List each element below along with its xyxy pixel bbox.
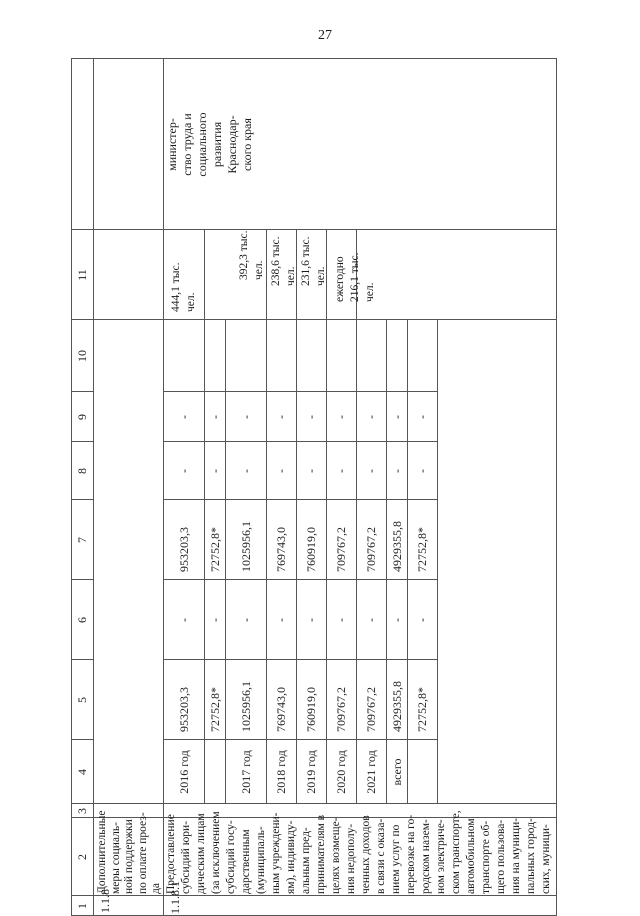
value-col6: - <box>334 618 348 622</box>
value-col8: - <box>389 469 404 473</box>
period-year: 2019 год <box>304 750 318 794</box>
grid-hline <box>326 320 327 804</box>
recipients-count: 444,1 тыс. <box>170 262 182 312</box>
row-name-line: родском назем- <box>420 819 432 894</box>
grid-hline <box>556 59 557 916</box>
grid-hline <box>71 59 72 916</box>
value-col5: 769743,0 <box>274 687 288 732</box>
value-col6: - <box>415 618 429 622</box>
row-name-line: автомобильном <box>465 818 477 894</box>
value-col5: 953203,3 <box>176 687 191 732</box>
recipients-count: 392,3 тыс. <box>238 230 250 280</box>
row-name-line: дарственным <box>240 829 252 894</box>
value-col5: 4929355,8 <box>389 681 404 732</box>
grid-hline <box>225 320 226 804</box>
value-col6: - <box>207 618 222 622</box>
value-col5: 72752,8* <box>207 687 222 732</box>
value-col8: - <box>274 469 288 473</box>
grid-hline <box>356 320 357 804</box>
row-name-line: транспорте об- <box>480 820 492 894</box>
responsible-body-line: развития <box>210 121 224 168</box>
column-number-4: 4 <box>75 769 89 775</box>
row-name-line: ском транспорте, <box>450 810 462 894</box>
page-number: 27 <box>318 28 332 43</box>
value-col5: 72752,8* <box>415 687 429 732</box>
value-col5: 709767,2 <box>364 687 378 732</box>
row-name-line: ной поддержки <box>123 819 135 894</box>
row-name-line: ном электриче- <box>435 819 447 894</box>
recipients-count: 216,1 тыс. <box>349 252 361 302</box>
value-col8: - <box>238 469 253 473</box>
value-col8: - <box>176 469 191 473</box>
value-col7: 72752,8* <box>415 527 429 572</box>
grid-hline <box>266 320 267 804</box>
value-col8: - <box>415 469 429 473</box>
value-col6: - <box>364 618 378 622</box>
value-col7: 709767,2 <box>334 527 348 572</box>
row-name-line: меры социаль- <box>109 822 122 894</box>
responsible-body-line: социального <box>195 112 209 177</box>
column-number-9: 9 <box>75 414 89 420</box>
value-col7: 4929355,8 <box>389 521 404 572</box>
recipients-count: 238,6 тыс. <box>270 236 282 286</box>
row-name-line: принимателям в <box>315 814 327 894</box>
row-name-line: ния недополу- <box>345 823 357 894</box>
row-name-line: дическим лицам <box>195 813 207 894</box>
recipients-count: чел. <box>253 260 265 280</box>
row-name-line: ченных доходов <box>360 815 372 894</box>
grid-hline <box>296 320 297 804</box>
grid-hline <box>204 320 205 804</box>
value-col9: - <box>304 415 318 419</box>
value-col6: - <box>304 618 318 622</box>
row-name-line: альным пред- <box>300 827 312 894</box>
value-col9: - <box>207 415 222 419</box>
period-year: 2017 год <box>238 750 253 794</box>
value-col7: 769743,0 <box>274 527 288 572</box>
budget-table <box>71 58 557 916</box>
row-name-line: Дополнительные <box>96 810 108 894</box>
column-number-2: 2 <box>75 854 89 860</box>
value-col9: - <box>389 415 404 419</box>
recipients-count: чел. <box>364 282 376 302</box>
value-col8: - <box>334 469 348 473</box>
grid-hline <box>386 320 387 804</box>
column-number-7: 7 <box>75 537 89 543</box>
row-name-line: ния на муници- <box>510 817 522 894</box>
column-number-8: 8 <box>75 468 89 474</box>
row-name-line: по оплате проез- <box>136 812 149 894</box>
value-col6: - <box>176 618 191 622</box>
column-number-1: 1 <box>75 903 89 909</box>
value-col5: 760919,0 <box>304 687 318 732</box>
column-number-10: 10 <box>75 350 89 362</box>
grid-hline <box>204 230 205 320</box>
grid-vline <box>71 229 557 230</box>
responsible-body-line: ство труда и <box>180 113 194 176</box>
rotated-table-wrapper <box>71 58 557 916</box>
period-year: 2020 год <box>334 750 348 794</box>
value-col9: - <box>415 415 429 419</box>
row-name-line: Предоставление <box>165 814 177 894</box>
recipients-count: ежегодно <box>334 256 346 302</box>
row-name-line: субсидий госу- <box>225 820 237 894</box>
row-name-line: ям), индивиду- <box>285 820 297 894</box>
row-name-line: целях возмеще- <box>330 817 342 894</box>
value-col9: - <box>176 415 191 419</box>
grid-hline <box>407 320 408 804</box>
value-col7: 953203,3 <box>176 527 191 572</box>
row-code: 1.1.8.1 <box>168 881 182 914</box>
period-year: всего <box>389 758 404 786</box>
value-col6: - <box>274 618 288 622</box>
grid-hline <box>93 59 94 916</box>
recipients-count: чел. <box>315 266 327 286</box>
row-name-line: (муниципаль- <box>255 826 267 894</box>
recipients-count: чел. <box>185 292 197 312</box>
period-year: 2016 год <box>176 750 191 794</box>
value-col9: - <box>274 415 288 419</box>
value-col8: - <box>304 469 318 473</box>
value-col6: - <box>389 618 404 622</box>
grid-vline <box>71 895 557 896</box>
column-number-6: 6 <box>75 617 89 623</box>
value-col9: - <box>364 415 378 419</box>
grid-vline <box>71 319 557 320</box>
column-number-11: 11 <box>75 269 89 281</box>
row-name-line: ских, муници- <box>540 824 552 894</box>
grid-vline <box>71 58 557 59</box>
value-col9: - <box>334 415 348 419</box>
row-name-line: (за исключением <box>210 811 222 894</box>
grid-hline <box>437 320 438 804</box>
recipients-count: чел. <box>285 266 297 286</box>
row-code: 1.1.8 <box>98 889 112 913</box>
responsible-body-line: Краснодар- <box>225 115 239 174</box>
row-name-line: щего пользова- <box>495 819 507 894</box>
recipients-count: 231,6 тыс. <box>300 236 312 286</box>
row-name-line: нием услуг по <box>390 824 402 894</box>
responsible-body-line: ского края <box>240 118 254 171</box>
row-name-line: перевозке на го- <box>405 814 417 894</box>
value-col7: 1025956,1 <box>238 521 253 572</box>
period-year: 2018 год <box>274 750 288 794</box>
responsible-body-line: министер- <box>165 118 179 171</box>
row-name-line: ным учреждени- <box>270 812 282 894</box>
value-col7: 760919,0 <box>304 527 318 572</box>
value-col8: - <box>207 469 222 473</box>
value-col7: 709767,2 <box>364 527 378 572</box>
value-col9: - <box>238 415 253 419</box>
row-name-line: пальных город- <box>525 818 537 894</box>
row-name-line: в связи с оказа- <box>375 818 387 894</box>
column-number-5: 5 <box>75 697 89 703</box>
value-col5: 709767,2 <box>334 687 348 732</box>
value-col7: 72752,8* <box>207 527 222 572</box>
period-year: 2021 год <box>364 750 378 794</box>
value-col5: 1025956,1 <box>238 681 253 732</box>
row-name-line: субсидий юри- <box>180 820 192 894</box>
value-col6: - <box>238 618 253 622</box>
row-name-line: да <box>150 883 162 894</box>
column-number-3: 3 <box>75 808 89 814</box>
value-col8: - <box>364 469 378 473</box>
